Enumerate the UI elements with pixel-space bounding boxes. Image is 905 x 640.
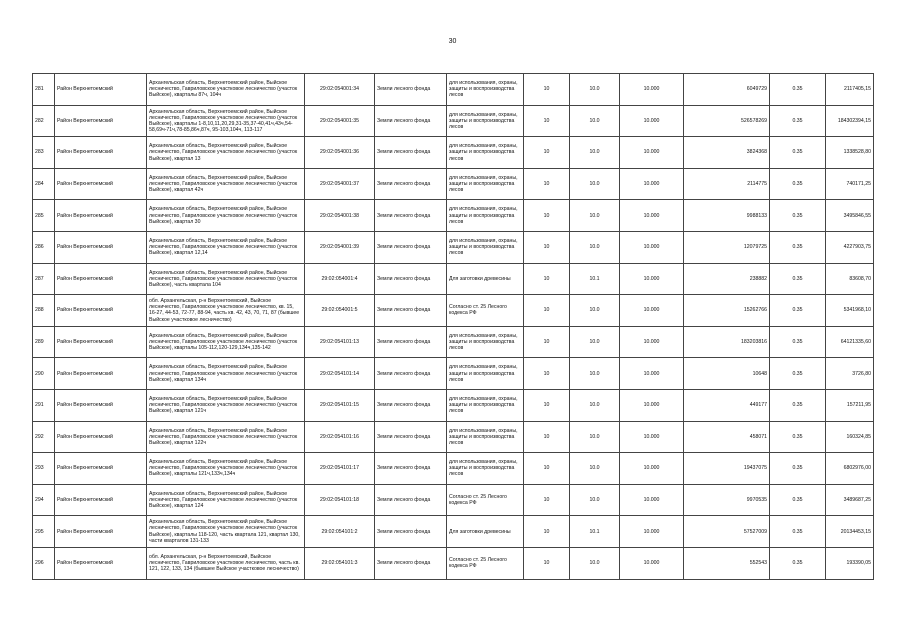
location-cell: обл. Архангельская, р-н Верхнетоемский, Выйское лесничество, Гавриловское участковое лесничество, кв. 15, 16-27, 44-53, 72-77, 88-94, часть кв. 42, 43, 70, 71, 87 (бывшее Выйское участковое лесничество): [147, 295, 305, 327]
row-number-cell: 292: [33, 421, 55, 453]
table-row: [33, 421, 874, 453]
district-cell: Район Верхнетоемский: [55, 295, 147, 327]
value-col7-cell: 10: [524, 295, 570, 327]
value-col7-cell: 10: [524, 168, 570, 200]
value-col8-cell: 10.0: [570, 484, 620, 516]
land-category-cell: Земли лесного фонда: [375, 168, 447, 200]
value-col8-cell: 10.0: [570, 389, 620, 421]
area-cell: 57527009: [684, 516, 770, 548]
total-cell: 83608,70: [826, 263, 874, 295]
row-number-cell: 291: [33, 389, 55, 421]
table-row: [33, 200, 874, 232]
area-cell: 10648: [684, 358, 770, 390]
permitted-use-cell: для использования, охраны, защиты и воспроизводства лесов: [447, 326, 524, 358]
location-cell: Архангельская область, Верхнетоемский район, Выйское лесничество, Гавриловское участковое лесничество (участок Выйское), кварталы 105-112,120-129,134ч,135-142: [147, 326, 305, 358]
value-col9-cell: 10.000: [620, 105, 684, 137]
area-cell: 19437075: [684, 453, 770, 485]
value-col8-cell: 10.0: [570, 547, 620, 579]
location-cell: Архангельская область, Верхнетоемский район, Выйское лесничество, Гавриловское участковое лесничество (участок Выйское), квартал 42ч: [147, 168, 305, 200]
location-cell: Архангельская область, Верхнетоемский район, Выйское лесничество, Гавриловское участковое лесничество (участок Выйское), квартал 13: [147, 137, 305, 169]
district-cell: Район Верхнетоемский: [55, 484, 147, 516]
rate-cell: 0.35: [770, 200, 826, 232]
total-cell: 64121335,60: [826, 326, 874, 358]
value-col9-cell: 10.000: [620, 358, 684, 390]
value-col9-cell: 10.000: [620, 200, 684, 232]
location-cell: Архангельская область, Верхнетоемский район, Выйское лесничество, Гавриловское участковое лесничество (участок Выйское), квартал 124: [147, 484, 305, 516]
permitted-use-cell: для использования, охраны, защиты и воспроизводства лесов: [447, 137, 524, 169]
cadastral-number-cell: 29:02:054001:36: [305, 137, 375, 169]
location-cell: Архангельская область, Верхнетоемский район, Выйское лесничество, Гавриловское участковое лесничество (участок Выйское), квартал 134ч: [147, 358, 305, 390]
value-col9-cell: 10.000: [620, 326, 684, 358]
land-category-cell: Земли лесного фонда: [375, 326, 447, 358]
rate-cell: 0.35: [770, 516, 826, 548]
value-col8-cell: 10.1: [570, 263, 620, 295]
total-cell: 184302394,15: [826, 105, 874, 137]
value-col7-cell: 10: [524, 326, 570, 358]
location-cell: обл. Архангельская, р-н Верхнетоемский, Выйское лесничество, Гавриловское участковое лесничество, часть кв. 121, 122, 133, 134 (бывшее Выйское участковое лесничество): [147, 547, 305, 579]
total-cell: 193390,05: [826, 547, 874, 579]
district-cell: Район Верхнетоемский: [55, 137, 147, 169]
rate-cell: 0.35: [770, 295, 826, 327]
total-cell: 6802976,00: [826, 453, 874, 485]
rate-cell: 0.35: [770, 453, 826, 485]
value-col7-cell: 10: [524, 389, 570, 421]
cadastral-number-cell: 29:02:054001:5: [305, 295, 375, 327]
value-col9-cell: 10.000: [620, 389, 684, 421]
land-category-cell: Земли лесного фонда: [375, 547, 447, 579]
location-cell: Архангельская область, Верхнетоемский район, Выйское лесничество, Гавриловское участковое лесничество (участок Выйское), кварталы 121ч,133ч,134ч: [147, 453, 305, 485]
land-category-cell: Земли лесного фонда: [375, 484, 447, 516]
land-category-cell: Земли лесного фонда: [375, 105, 447, 137]
value-col8-cell: 10.0: [570, 105, 620, 137]
value-col8-cell: 10.0: [570, 168, 620, 200]
area-cell: 2114775: [684, 168, 770, 200]
value-col7-cell: 10: [524, 231, 570, 263]
land-category-cell: Земли лесного фонда: [375, 453, 447, 485]
land-category-cell: Земли лесного фонда: [375, 74, 447, 106]
area-cell: 9988133: [684, 200, 770, 232]
row-number-cell: 287: [33, 263, 55, 295]
total-cell: 740171,25: [826, 168, 874, 200]
value-col7-cell: 10: [524, 453, 570, 485]
value-col7-cell: 10: [524, 484, 570, 516]
total-cell: 3495846,55: [826, 200, 874, 232]
value-col9-cell: 10.000: [620, 547, 684, 579]
row-number-cell: 286: [33, 231, 55, 263]
cadastral-number-cell: 29:02:054101:14: [305, 358, 375, 390]
district-cell: Район Верхнетоемский: [55, 200, 147, 232]
value-col8-cell: 10.0: [570, 295, 620, 327]
permitted-use-cell: Согласно ст. 25 Лесного кодекса РФ: [447, 547, 524, 579]
cadastral-number-cell: 29:02:054001:34: [305, 74, 375, 106]
area-cell: 526578269: [684, 105, 770, 137]
area-cell: 552543: [684, 547, 770, 579]
area-cell: 3824368: [684, 137, 770, 169]
row-number-cell: 281: [33, 74, 55, 106]
district-cell: Район Верхнетоемский: [55, 326, 147, 358]
value-col8-cell: 10.0: [570, 200, 620, 232]
rate-cell: 0.35: [770, 358, 826, 390]
total-cell: 3726,80: [826, 358, 874, 390]
cadastral-number-cell: 29:02:054001:37: [305, 168, 375, 200]
value-col9-cell: 10.000: [620, 453, 684, 485]
area-cell: 183203816: [684, 326, 770, 358]
rate-cell: 0.35: [770, 168, 826, 200]
land-category-cell: Земли лесного фонда: [375, 295, 447, 327]
value-col9-cell: 10.000: [620, 421, 684, 453]
row-number-cell: 288: [33, 295, 55, 327]
value-col9-cell: 10.000: [620, 231, 684, 263]
district-cell: Район Верхнетоемский: [55, 263, 147, 295]
table-row: [33, 295, 874, 327]
value-col8-cell: 10.0: [570, 74, 620, 106]
permitted-use-cell: Согласно ст. 25 Лесного кодекса РФ: [447, 484, 524, 516]
table-row: [33, 137, 874, 169]
district-cell: Район Верхнетоемский: [55, 516, 147, 548]
total-cell: 160324,85: [826, 421, 874, 453]
total-cell: 4227903,75: [826, 231, 874, 263]
location-cell: Архангельская область, Верхнетоемский район, Выйское лесничество, Гавриловское участковое лесничество (участок Выйское), кварталы 1-8,10,11,20,29,31-35,37-40,41ч,43ч,54-58,69ч-71ч,78-85,86ч,87ч, 95-103,104ч, 113-117: [147, 105, 305, 137]
value-col7-cell: 10: [524, 547, 570, 579]
table-row: [33, 263, 874, 295]
cadastral-number-cell: 29:02:054101:2: [305, 516, 375, 548]
land-category-cell: Земли лесного фонда: [375, 389, 447, 421]
cadastral-number-cell: 29:02:054101:15: [305, 389, 375, 421]
table-row: [33, 358, 874, 390]
area-cell: 449177: [684, 389, 770, 421]
total-cell: 5341968,10: [826, 295, 874, 327]
table-row: [33, 484, 874, 516]
rate-cell: 0.35: [770, 389, 826, 421]
value-col7-cell: 10: [524, 137, 570, 169]
rate-cell: 0.35: [770, 326, 826, 358]
row-number-cell: 285: [33, 200, 55, 232]
total-cell: 157211,95: [826, 389, 874, 421]
value-col8-cell: 10.0: [570, 231, 620, 263]
value-col7-cell: 10: [524, 516, 570, 548]
district-cell: Район Верхнетоемский: [55, 358, 147, 390]
area-cell: 6049729: [684, 74, 770, 106]
rate-cell: 0.35: [770, 263, 826, 295]
location-cell: Архангельская область, Верхнетоемский район, Выйское лесничество, Гавриловское участковое лесничество (участок Выйское), кварталы 87ч, 104ч: [147, 74, 305, 106]
district-cell: Район Верхнетоемский: [55, 421, 147, 453]
district-cell: Район Верхнетоемский: [55, 74, 147, 106]
cadastral-number-cell: 29:02:054001:35: [305, 105, 375, 137]
permitted-use-cell: для использования, охраны, защиты и воспроизводства лесов: [447, 358, 524, 390]
value-col9-cell: 10.000: [620, 168, 684, 200]
district-cell: Район Верхнетоемский: [55, 231, 147, 263]
permitted-use-cell: для использования, охраны, защиты и воспроизводства лесов: [447, 105, 524, 137]
permitted-use-cell: Согласно ст. 25 Лесного кодекса РФ: [447, 295, 524, 327]
value-col9-cell: 10.000: [620, 295, 684, 327]
value-col8-cell: 10.0: [570, 421, 620, 453]
row-number-cell: 282: [33, 105, 55, 137]
permitted-use-cell: для использования, охраны, защиты и воспроизводства лесов: [447, 231, 524, 263]
table-row: [33, 547, 874, 579]
cadastral-number-cell: 29:02:054101:3: [305, 547, 375, 579]
permitted-use-cell: для использования, охраны, защиты и воспроизводства лесов: [447, 389, 524, 421]
permitted-use-cell: для использования, охраны, защиты и воспроизводства лесов: [447, 200, 524, 232]
permitted-use-cell: Для заготовки древесины: [447, 516, 524, 548]
table-row: [33, 105, 874, 137]
cadastral-number-cell: 29:02:054101:18: [305, 484, 375, 516]
location-cell: Архангельская область, Верхнетоемский район, Выйское лесничество, Гавриловское участковое лесничество (участок Выйское), квартал 30: [147, 200, 305, 232]
land-category-cell: Земли лесного фонда: [375, 263, 447, 295]
table-row: [33, 74, 874, 106]
rate-cell: 0.35: [770, 484, 826, 516]
value-col9-cell: 10.000: [620, 263, 684, 295]
table-row: [33, 168, 874, 200]
value-col9-cell: 10.000: [620, 484, 684, 516]
row-number-cell: 289: [33, 326, 55, 358]
cadastral-number-cell: 29:02:054001:39: [305, 231, 375, 263]
district-cell: Район Верхнетоемский: [55, 389, 147, 421]
total-cell: 20134453,15: [826, 516, 874, 548]
page-number: 30: [448, 38, 457, 45]
location-cell: Архангельская область, Верхнетоемский район, Выйское лесничество, Гавриловское участковое лесничество (участок Выйское), квартал 122ч: [147, 421, 305, 453]
value-col7-cell: 10: [524, 421, 570, 453]
location-cell: Архангельская область, Верхнетоемский район, Выйское лесничество, Гавриловское участковое лесничество (участок Выйское), часть квартала 104: [147, 263, 305, 295]
land-category-cell: Земли лесного фонда: [375, 421, 447, 453]
cadastral-number-cell: 29:02:054001:38: [305, 200, 375, 232]
value-col7-cell: 10: [524, 105, 570, 137]
area-cell: 12079725: [684, 231, 770, 263]
rate-cell: 0.35: [770, 231, 826, 263]
value-col7-cell: 10: [524, 200, 570, 232]
location-cell: Архангельская область, Верхнетоемский район, Выйское лесничество, Гавриловское участковое лесничество (участок Выйское), кварталы 118-120, часть квартала 121, квартал 130, части кварталов 131-133: [147, 516, 305, 548]
value-col8-cell: 10.0: [570, 326, 620, 358]
value-col7-cell: 10: [524, 358, 570, 390]
land-category-cell: Земли лесного фонда: [375, 358, 447, 390]
location-cell: Архангельская область, Верхнетоемский район, Выйское лесничество, Гавриловское участковое лесничество (участок Выйское), квартал 12,14: [147, 231, 305, 263]
table-row: [33, 389, 874, 421]
land-category-cell: Земли лесного фонда: [375, 200, 447, 232]
area-cell: 238882: [684, 263, 770, 295]
value-col9-cell: 10.000: [620, 516, 684, 548]
cadastral-number-cell: 29:02:054101:17: [305, 453, 375, 485]
rate-cell: 0.35: [770, 137, 826, 169]
row-number-cell: 293: [33, 453, 55, 485]
table-row: [33, 453, 874, 485]
value-col7-cell: 10: [524, 263, 570, 295]
permitted-use-cell: для использования, охраны, защиты и воспроизводства лесов: [447, 453, 524, 485]
district-cell: Район Верхнетоемский: [55, 453, 147, 485]
value-col8-cell: 10.0: [570, 137, 620, 169]
rate-cell: 0.35: [770, 105, 826, 137]
value-col9-cell: 10.000: [620, 137, 684, 169]
row-number-cell: 294: [33, 484, 55, 516]
row-number-cell: 295: [33, 516, 55, 548]
area-cell: 15262766: [684, 295, 770, 327]
district-cell: Район Верхнетоемский: [55, 105, 147, 137]
rate-cell: 0.35: [770, 74, 826, 106]
value-col8-cell: 10.0: [570, 453, 620, 485]
area-cell: 9970535: [684, 484, 770, 516]
location-cell: Архангельская область, Верхнетоемский район, Выйское лесничество, Гавриловское участковое лесничество (участок Выйское), квартал 121ч: [147, 389, 305, 421]
value-col8-cell: 10.0: [570, 358, 620, 390]
total-cell: 3489687,25: [826, 484, 874, 516]
row-number-cell: 283: [33, 137, 55, 169]
row-number-cell: 290: [33, 358, 55, 390]
permitted-use-cell: для использования, охраны, защиты и воспроизводства лесов: [447, 168, 524, 200]
rate-cell: 0.35: [770, 547, 826, 579]
land-registry-table: [32, 73, 874, 580]
table-row: [33, 326, 874, 358]
land-category-cell: Земли лесного фонда: [375, 137, 447, 169]
district-cell: Район Верхнетоемский: [55, 547, 147, 579]
rate-cell: 0.35: [770, 421, 826, 453]
total-cell: 1338528,80: [826, 137, 874, 169]
row-number-cell: 284: [33, 168, 55, 200]
land-category-cell: Земли лесного фонда: [375, 516, 447, 548]
value-col9-cell: 10.000: [620, 74, 684, 106]
permitted-use-cell: Для заготовки древесины: [447, 263, 524, 295]
permitted-use-cell: для использования, охраны, защиты и воспроизводства лесов: [447, 421, 524, 453]
cadastral-number-cell: 29:02:054101:13: [305, 326, 375, 358]
district-cell: Район Верхнетоемский: [55, 168, 147, 200]
table-row: [33, 231, 874, 263]
value-col8-cell: 10.1: [570, 516, 620, 548]
value-col7-cell: 10: [524, 74, 570, 106]
row-number-cell: 296: [33, 547, 55, 579]
total-cell: 2117405,15: [826, 74, 874, 106]
land-category-cell: Земли лесного фонда: [375, 231, 447, 263]
cadastral-number-cell: 29:02:054001:4: [305, 263, 375, 295]
permitted-use-cell: для использования, охраны, защиты и воспроизводства лесов: [447, 74, 524, 106]
area-cell: 458071: [684, 421, 770, 453]
table-row: [33, 516, 874, 548]
cadastral-number-cell: 29:02:054101:16: [305, 421, 375, 453]
